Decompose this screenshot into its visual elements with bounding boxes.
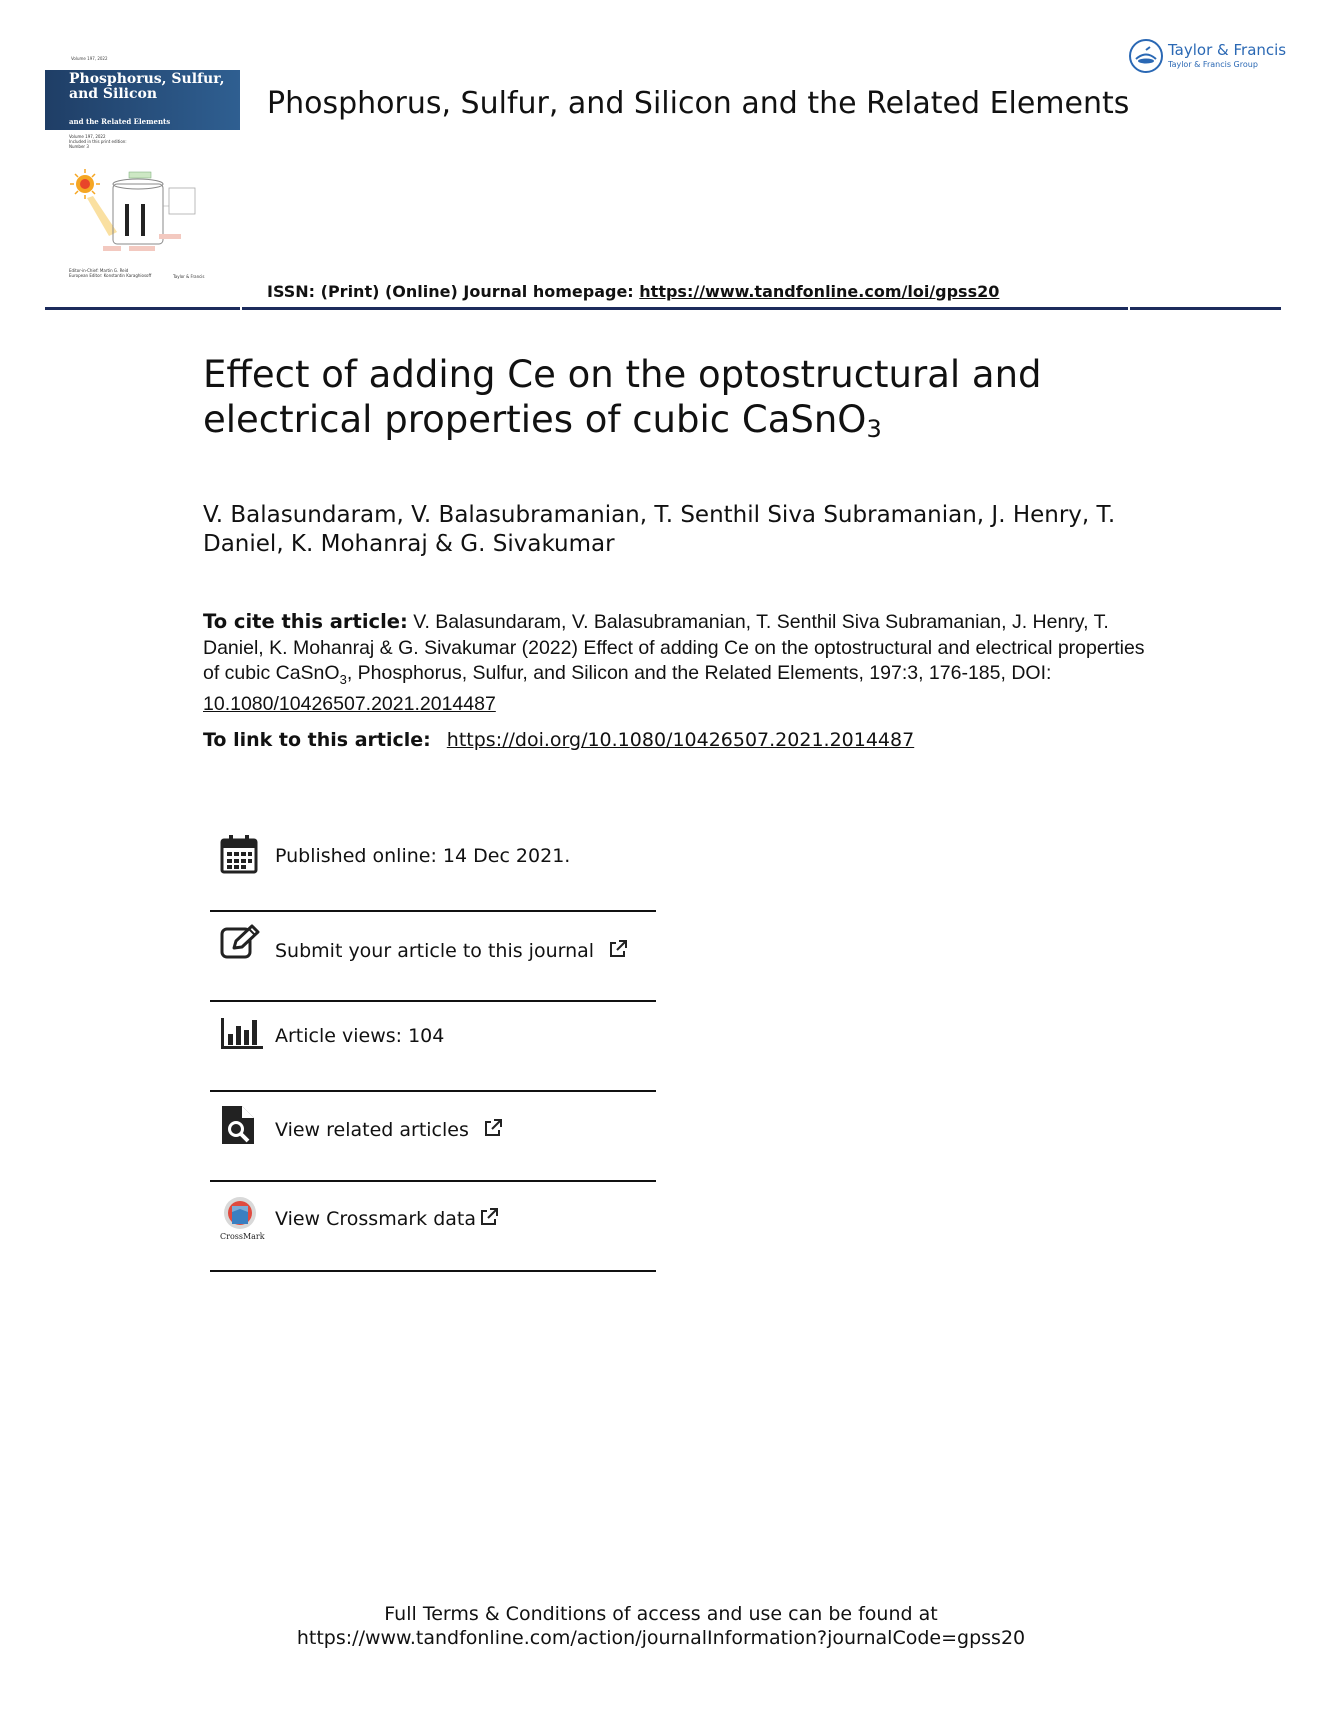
info-divider — [210, 1000, 656, 1002]
article-title — [203, 352, 1203, 452]
issn-label: ISSN: (Print) (Online) Journal homepage: — [267, 282, 640, 301]
published-online-row — [210, 834, 656, 894]
info-divider — [210, 1180, 656, 1182]
article-link-line — [203, 729, 1163, 751]
cover-editor-line: European Editor: Konstantin Karaghiosoff — [69, 273, 152, 278]
related-articles-row[interactable] — [210, 1104, 656, 1164]
info-divider — [210, 1270, 656, 1272]
bar-chart-icon — [220, 1016, 264, 1050]
crossmark-logo-text: CrossMark — [220, 1232, 265, 1241]
external-link-icon — [608, 939, 628, 959]
submit-article-link[interactable] — [275, 939, 628, 962]
calendar-icon — [220, 834, 258, 874]
citation-text-post: , Phosphorus, Sulfur, and Silicon and the Related Elements, 197:3, 176-185, DOI: — [346, 662, 1052, 684]
citation-block — [203, 609, 1163, 718]
submit-article-row[interactable] — [210, 924, 656, 984]
article-link-label: To link to this article: — [203, 729, 431, 751]
citation-subscript: 3 — [339, 671, 347, 687]
info-divider — [210, 910, 656, 912]
citation-doi-link[interactable]: 10.1080/10426507.2021.2014487 — [203, 693, 496, 716]
citation-text: V. Balasundaram, V. Balasubramanian, T. Senthil Siva Subramanian, J. Henry, T. Daniel, K. Mohanraj & G. Sivakumar (2022) Effect of adding Ce on the optostructural and electrical properties of cubic CaSnO — [203, 611, 1145, 684]
article-title-subscript: 3 — [866, 415, 882, 443]
info-divider — [210, 1090, 656, 1092]
cover-volume-top: Volume 197, 2022 — [71, 56, 108, 61]
journal-title: Phosphorus, Sulfur, and Silicon and the Related Elements — [267, 86, 1130, 121]
publisher-logo[interactable] — [1128, 38, 1288, 78]
journal-homepage-link[interactable]: https://www.tandfonline.com/loi/gpss20 — [639, 282, 1000, 301]
article-views-text: Article views: 104 — [275, 1025, 445, 1047]
cover-editor-line: Editor-in-Chief: Martin G. Reid — [69, 268, 129, 273]
related-articles-link[interactable] — [275, 1118, 503, 1141]
header-divider — [45, 307, 1281, 310]
cover-illustration — [69, 166, 219, 261]
edit-icon — [220, 924, 260, 960]
cover-editors — [69, 268, 151, 278]
search-document-icon — [220, 1104, 256, 1146]
cover-title: Phosphorus, Sulfur, and Silicon — [69, 71, 225, 102]
cover-subtitle: and the Related Elements — [69, 117, 171, 126]
crossmark-link[interactable] — [275, 1207, 499, 1230]
external-link-icon — [479, 1207, 499, 1227]
publisher-name: Taylor & Francis — [1168, 41, 1287, 59]
article-title-line2 — [203, 397, 1203, 452]
cover-vol-line: Number 3 — [69, 144, 89, 149]
related-articles-label: View related articles — [275, 1119, 469, 1141]
cover-publisher-logo: Taylor & Francis — [173, 274, 205, 279]
citation-label: To cite this article: — [203, 610, 408, 633]
published-online-text: Published online: 14 Dec 2021. — [275, 845, 571, 867]
journal-cover — [45, 56, 240, 282]
publisher-logo-icon — [1128, 38, 1164, 74]
cover-vol-line: Volume 197, 2022 — [69, 134, 106, 139]
terms-footer — [0, 1602, 1322, 1650]
crossmark-row[interactable] — [210, 1196, 656, 1256]
article-title-line2-text: electrical properties of cubic CaSnO — [203, 398, 867, 441]
publisher-group: Taylor & Francis Group — [1168, 60, 1258, 69]
cover-volume-info — [69, 134, 127, 149]
terms-url[interactable]: https://www.tandfonline.com/action/journalInformation?journalCode=gpss20 — [296, 1627, 1026, 1649]
issn-line — [267, 282, 999, 301]
article-authors: V. Balasundaram, V. Balasubramanian, T. Senthil Siva Subramanian, J. Henry, T. Daniel, K. Mohanraj & G. Sivakumar — [203, 502, 1116, 557]
cover-vol-line: Included in this print edition: — [69, 139, 127, 144]
submit-article-label: Submit your article to this journal — [275, 940, 595, 962]
external-link-icon — [483, 1118, 503, 1138]
article-views-row — [210, 1016, 656, 1076]
article-doi-url[interactable]: https://doi.org/10.1080/10426507.2021.2014487 — [446, 729, 915, 751]
article-title-line1: Effect of adding Ce on the optostructural and — [203, 353, 1042, 396]
terms-line1: Full Terms & Conditions of access and use can be found at — [384, 1603, 938, 1625]
crossmark-label: View Crossmark data — [275, 1208, 477, 1230]
